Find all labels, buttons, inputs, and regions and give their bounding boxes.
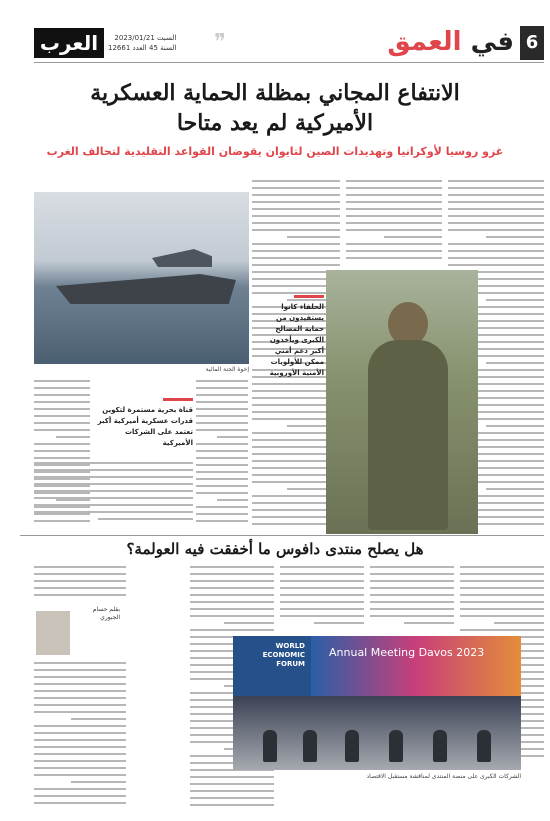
quote-mark-icon: ❞ — [214, 30, 226, 55]
newspaper-logo: العرب — [34, 28, 104, 58]
text-line — [448, 229, 544, 231]
text-line — [34, 760, 126, 762]
text-line — [34, 387, 90, 389]
text-line — [252, 201, 340, 203]
text-line — [252, 243, 340, 245]
text-line — [384, 236, 442, 238]
text-line — [34, 753, 126, 755]
text-line — [196, 478, 248, 480]
text-line — [346, 187, 442, 189]
soldier-photo — [326, 270, 478, 534]
text-line — [346, 180, 442, 182]
issue-number: السنة 45 العدد 12661 — [108, 44, 177, 52]
text-line — [370, 566, 454, 568]
text-line — [34, 497, 193, 499]
text-line — [34, 704, 126, 706]
ship-silhouette-1 — [56, 274, 236, 304]
text-line — [190, 615, 274, 617]
text-line — [190, 601, 274, 603]
pull-quote-2-bar — [163, 398, 193, 401]
section-name: العمق — [387, 27, 462, 57]
text-line — [287, 236, 340, 238]
text-line — [280, 580, 364, 582]
text-line — [346, 250, 442, 252]
text-line — [190, 629, 274, 631]
text-line — [448, 222, 544, 224]
text-line — [370, 587, 454, 589]
text-line — [196, 401, 248, 403]
text-line — [190, 594, 274, 596]
text-line — [196, 471, 248, 473]
text-line — [190, 797, 274, 799]
panelist — [433, 730, 447, 762]
text-line — [34, 676, 126, 678]
headline-line-2: الأميركية لم يعد متاحا — [176, 110, 374, 136]
text-line — [370, 573, 454, 575]
text-line — [252, 222, 340, 224]
text-line — [252, 194, 340, 196]
text-line — [34, 725, 126, 727]
text-line — [252, 257, 340, 259]
section-divider — [20, 535, 544, 536]
text-line — [486, 299, 544, 301]
ship-silhouette-2 — [152, 249, 212, 267]
text-line — [71, 718, 126, 720]
body2-column-6 — [34, 662, 126, 812]
text-line — [196, 464, 248, 466]
text-line — [34, 802, 126, 804]
text-line — [252, 208, 340, 210]
text-line — [190, 790, 274, 792]
text-line — [196, 450, 248, 452]
text-line — [196, 513, 248, 515]
article-subhead: غزو روسيا لأوكرانيا وتهديدات الصين لتايوان يقوضان القواعد التقليدية لتحالف الغرب — [46, 145, 504, 158]
text-line — [196, 408, 248, 410]
text-line — [346, 215, 442, 217]
panelist — [345, 730, 359, 762]
text-line — [448, 208, 544, 210]
text-line — [448, 257, 544, 259]
text-line — [34, 732, 126, 734]
text-line — [460, 580, 544, 582]
text-line — [280, 587, 364, 589]
text-line — [34, 408, 90, 410]
text-line — [460, 608, 544, 610]
text-line — [98, 518, 193, 520]
text-line — [346, 222, 442, 224]
text-line — [460, 566, 544, 568]
text-line — [34, 795, 126, 797]
body-column-6 — [34, 462, 193, 530]
text-line — [460, 615, 544, 617]
panelist — [303, 730, 317, 762]
text-line — [217, 499, 248, 501]
text-line — [34, 401, 90, 403]
text-line — [196, 422, 248, 424]
text-line — [196, 443, 248, 445]
davos-caption: الشركات الكبرى على منصة المنتدى لمناقشة مستقبل الاقتصاد — [366, 773, 521, 780]
text-line — [346, 194, 442, 196]
text-line — [460, 601, 544, 603]
text-line — [448, 243, 544, 245]
text-line — [252, 187, 340, 189]
carrier-caption: إخوة الجنة المائية — [205, 366, 249, 373]
text-line — [196, 394, 248, 396]
text-line — [34, 457, 90, 459]
second-article-headline: هل يصلح منتدى دافوس ما أخفقت فيه العولمة؟ — [126, 540, 424, 558]
text-line — [346, 257, 442, 259]
text-line — [190, 783, 274, 785]
text-line — [280, 594, 364, 596]
text-line — [486, 236, 544, 238]
text-line — [196, 506, 248, 508]
text-line — [190, 608, 274, 610]
masthead — [0, 0, 550, 60]
text-line — [460, 594, 544, 596]
section-title — [387, 27, 514, 57]
text-line — [34, 746, 126, 748]
text-line — [34, 511, 193, 513]
text-line — [280, 601, 364, 603]
davos-photo — [233, 636, 521, 770]
text-line — [56, 436, 90, 438]
pull-quote-2 — [95, 398, 193, 449]
text-line — [34, 683, 126, 685]
text-line — [346, 201, 442, 203]
text-line — [34, 504, 193, 506]
text-line — [280, 566, 364, 568]
pull-quote-1-bar — [294, 295, 324, 298]
text-line — [34, 697, 126, 699]
text-line — [448, 264, 544, 266]
body-column-2 — [346, 180, 442, 266]
text-line — [34, 469, 193, 471]
text-line — [448, 194, 544, 196]
text-line — [252, 264, 340, 266]
body2-column-3 — [280, 566, 364, 630]
text-line — [34, 690, 126, 692]
text-line — [370, 615, 454, 617]
article-headline — [20, 78, 530, 138]
text-line — [34, 711, 126, 713]
panelist — [477, 730, 491, 762]
text-line — [196, 415, 248, 417]
text-line — [34, 767, 126, 769]
wef-event-text: Annual Meeting Davos 2023 — [329, 646, 485, 659]
text-line — [346, 229, 442, 231]
issue-date: السبت 2023/01/21 — [114, 34, 177, 42]
issue-info — [108, 33, 176, 53]
text-line — [34, 594, 126, 596]
text-line — [196, 429, 248, 431]
text-line — [34, 739, 126, 741]
panelist — [389, 730, 403, 762]
panelist — [263, 730, 277, 762]
text-line — [494, 622, 544, 624]
text-line — [34, 462, 193, 464]
text-line — [190, 580, 274, 582]
wef-logo-panel: WORLD ECONOMIC FORUM — [233, 636, 311, 696]
body-column-5 — [196, 380, 248, 530]
text-line — [34, 422, 90, 424]
text-line — [314, 622, 364, 624]
author-name: بقلم حسام الجبوري — [92, 606, 120, 621]
pull-quote-1 — [260, 295, 324, 379]
stage — [233, 696, 521, 770]
text-line — [460, 629, 544, 631]
section-prefix: في — [470, 27, 514, 57]
text-line — [196, 457, 248, 459]
text-line — [196, 485, 248, 487]
text-line — [34, 415, 90, 417]
text-line — [280, 573, 364, 575]
headline-line-1: الانتفاع المجاني بمظلة الحماية العسكرية — [90, 80, 460, 106]
text-line — [34, 483, 193, 485]
text-line — [448, 250, 544, 252]
text-line — [370, 580, 454, 582]
text-line — [34, 662, 126, 664]
text-line — [190, 804, 274, 806]
text-line — [448, 215, 544, 217]
text-line — [486, 488, 544, 490]
text-line — [404, 622, 454, 624]
aircraft-carrier-photo — [34, 192, 249, 364]
text-line — [252, 180, 340, 182]
text-line — [196, 387, 248, 389]
text-line — [448, 187, 544, 189]
page-number: 6 — [520, 26, 544, 60]
text-line — [448, 201, 544, 203]
text-line — [217, 436, 248, 438]
text-line — [34, 429, 90, 431]
text-line — [34, 587, 126, 589]
text-line — [196, 520, 248, 522]
text-line — [486, 362, 544, 364]
text-line — [34, 394, 90, 396]
text-line — [370, 594, 454, 596]
text-line — [196, 492, 248, 494]
text-line — [34, 380, 90, 382]
text-line — [224, 622, 274, 624]
text-line — [280, 608, 364, 610]
text-line — [252, 229, 340, 231]
text-line — [370, 601, 454, 603]
text-line — [460, 573, 544, 575]
text-line — [190, 573, 274, 575]
text-line — [190, 566, 274, 568]
text-line — [34, 476, 193, 478]
text-line — [34, 669, 126, 671]
text-line — [252, 250, 340, 252]
text-line — [346, 208, 442, 210]
text-line — [34, 566, 126, 568]
text-line — [34, 573, 126, 575]
wef-banner — [311, 636, 521, 696]
text-line — [346, 243, 442, 245]
soldier-body — [368, 340, 448, 530]
body2-column-2 — [370, 566, 454, 630]
text-line — [34, 774, 126, 776]
text-line — [252, 215, 340, 217]
text-line — [34, 580, 126, 582]
text-line — [370, 608, 454, 610]
body2-column-5 — [34, 566, 126, 606]
text-line — [34, 788, 126, 790]
header-rule — [34, 62, 544, 63]
author-photo — [36, 611, 70, 655]
text-line — [448, 180, 544, 182]
pull-quote-2-text: قناة بحرية مستمرة لتكوين قدرات عسكرية أميركية أكبر تعتمد على الشركات الأميركية — [97, 406, 193, 447]
text-line — [34, 443, 90, 445]
pull-quote-1-text: الحلفاء كانوا يستفيدون من حماية المصالح الكبرى ويأخذون أكبر دعم أمني ممكن للأولويات الأمنية الأوروبية — [269, 303, 324, 377]
text-line — [34, 450, 90, 452]
text-line — [71, 781, 126, 783]
text-line — [460, 587, 544, 589]
text-line — [280, 615, 364, 617]
text-line — [190, 587, 274, 589]
text-line — [196, 380, 248, 382]
text-line — [34, 490, 193, 492]
text-line — [486, 425, 544, 427]
